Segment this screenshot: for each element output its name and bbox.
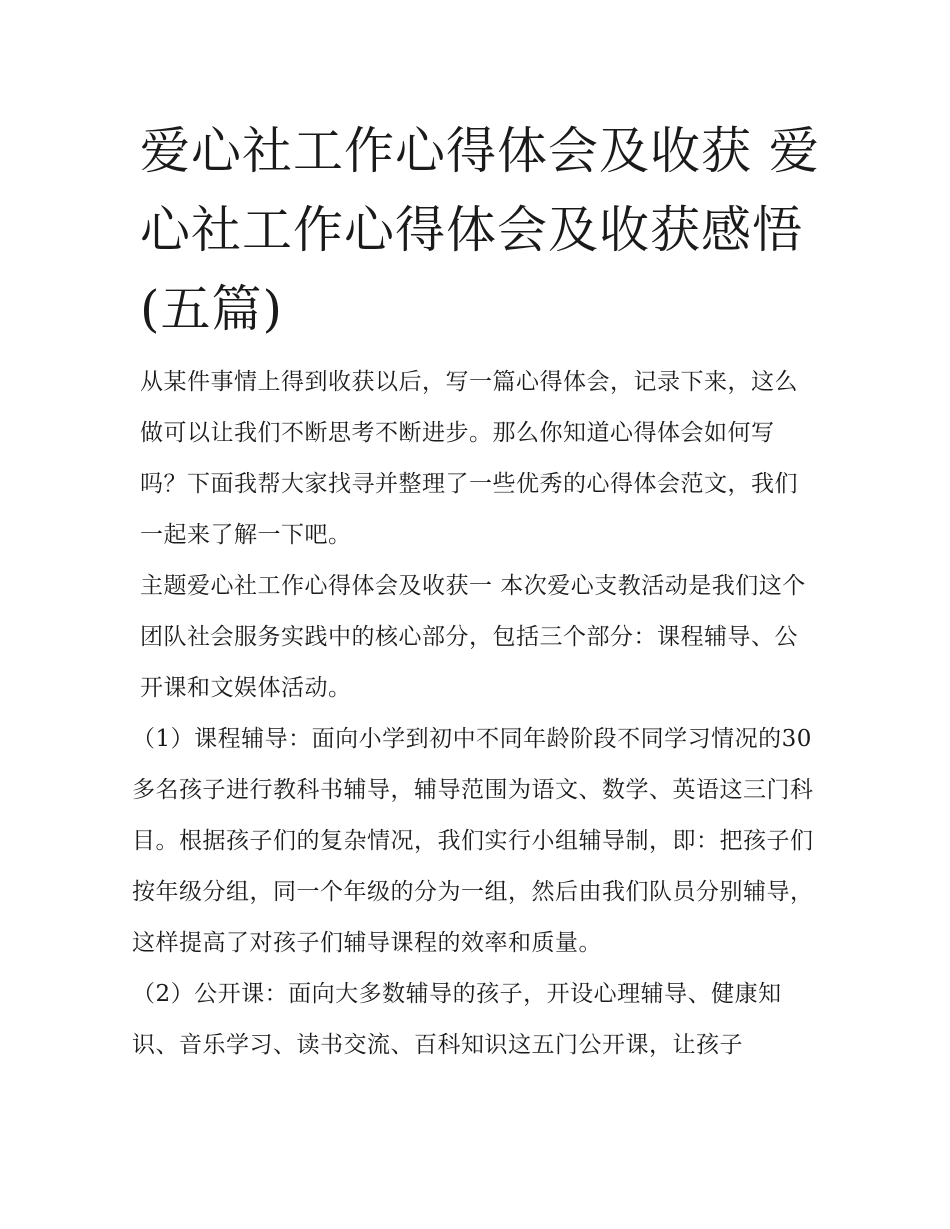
paragraph-course-tutoring: （1）课程辅导：面向小学到初中不同年龄阶段不同学习情况的30多名孩子进行教科书辅导，辅导范围为语文、数学、英语这三门科目。根据孩子们的复杂情况，我们实行小组辅导制，即：把孩子们按年级分组，同一个年级的分为一组，然后由我们队员分别辅导，这样提高了对孩子们辅导课程的效率和质量。: [132, 726, 814, 956]
paragraph-topic-one: 主题爱心社工作心得体会及收获一 本次爱心支教活动是我们这个团队社会服务实践中的核心部分，包括三个部分：课程辅导、公开课和文娱体活动。: [140, 573, 806, 701]
document-title: 爱心社工作心得体会及收获 爱心社工作心得体会及收获感悟(五篇): [140, 122, 820, 338]
paragraph-intro: 从某件事情上得到收获以后，写一篇心得体会，记录下来，这么做可以让我们不断思考不断进步。那么你知道心得体会如何写吗？下面我帮大家找寻并整理了一些优秀的心得体会范文，我们一起来了解一下吧。: [140, 369, 798, 548]
document-body: [132, 357, 820, 1071]
paragraph-open-class: （2）公开课：面向大多数辅导的孩子，开设心理辅导、健康知识、音乐学习、读书交流、百科知识这五门公开课，让孩子: [132, 981, 782, 1058]
